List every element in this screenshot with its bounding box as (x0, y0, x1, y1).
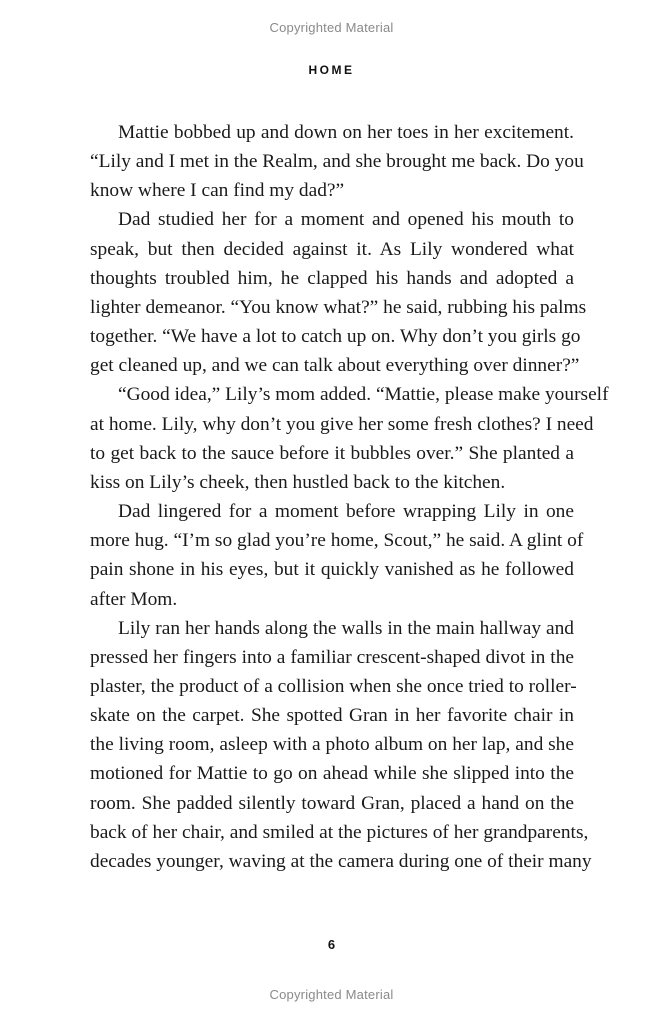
text-line: lighter demeanor. “You know what?” he said, rubbing his palms (90, 296, 587, 318)
text-line: at home. Lily, why don’t you give her some fresh clothes? I need (90, 413, 594, 435)
text-line: room. She padded silently toward Gran, placed a hand on the (90, 792, 574, 814)
text-line: thoughts troubled him, he clapped his hands and adopted a (90, 267, 574, 289)
text-line: after Mom. (90, 588, 178, 610)
text-line: pressed her fingers into a familiar crescent-shaped divot in the (90, 646, 574, 668)
copyright-watermark-bottom: Copyrighted Material (269, 987, 394, 1002)
text-line: Dad lingered for a moment before wrapping Lily in one (118, 501, 574, 523)
paragraph (90, 205, 587, 380)
text-line: Mattie bobbed up and down on her toes in her excitement. (118, 122, 574, 143)
text-line: motioned for Mattie to go on ahead while she slipped into the (90, 763, 574, 785)
text-line: “Good idea,” Lily’s mom added. “Mattie, please make yourself (118, 384, 609, 406)
body-text (90, 118, 609, 876)
text-line: know where I can find my dad?” (90, 180, 345, 202)
text-line: Lily ran her hands along the walls in the main hallway and (118, 617, 574, 639)
text-line: together. “We have a lot to catch up on. Why don’t you girls go (90, 326, 581, 348)
running-head: HOME (308, 63, 355, 77)
copyright-watermark-top: Copyrighted Material (269, 20, 394, 35)
text-line: to get back to the sauce before it bubbles over.” She planted a (90, 442, 574, 464)
text-line: plaster, the product of a collision when she once tried to roller- (90, 675, 577, 697)
text-line: “Lily and I met in the Realm, and she brought me back. Do you (90, 151, 584, 173)
paragraph (90, 380, 609, 497)
text-line: back of her chair, and smiled at the pictures of her grandparents, (90, 821, 589, 843)
text-line: the living room, asleep with a photo album on her lap, and she (90, 734, 574, 756)
page-number: 6 (327, 937, 336, 952)
text-line: skate on the carpet. She spotted Gran in her favorite chair in (90, 705, 574, 727)
text-line: Dad studied her for a moment and opened his mouth to (118, 209, 574, 231)
text-line: more hug. “I’m so glad you’re home, Scout,” he said. A glint of (90, 530, 584, 552)
paragraph (90, 497, 584, 614)
paragraph (90, 118, 584, 205)
text-line: speak, but then decided against it. As Lily wondered what (90, 238, 574, 260)
text-line: kiss on Lily’s cheek, then hustled back to the kitchen. (90, 471, 506, 493)
text-line: decades younger, waving at the camera during one of their many (90, 850, 592, 872)
text-line: get cleaned up, and we can talk about everything over dinner?” (90, 355, 580, 377)
paragraph (90, 614, 592, 876)
text-line: pain shone in his eyes, but it quickly vanished as he followed (90, 559, 574, 581)
